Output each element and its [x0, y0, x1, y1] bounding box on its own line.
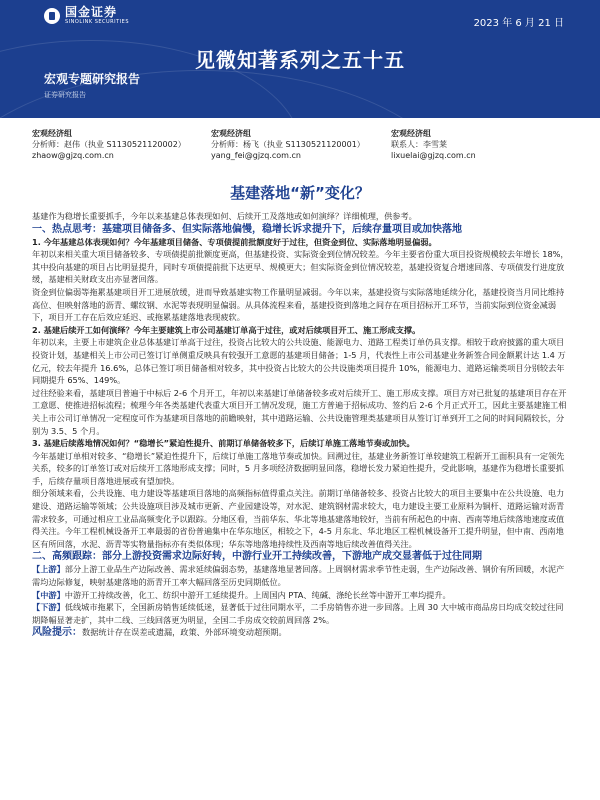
body-paragraph: 年初以来，主要上市建筑企业总体基建订单高于过往，投资占比较大的公共设施、能源电力、道路工程类订单仍具支撑。相较于政府披露的重大项目投资计划，基建相关上市公司已签订订单侧重反映具有较强开工意愿的基建项目储备；1-5 月，代表性上市公司基建业务新签合同金额累计达 1.4 万亿元，较去年提升 16.6%，总体已签订项目储备相对较多，其中投资占比较大的公共设施类项目提升 10%，能源电力、道路运输类项目分别较去年同期提升 65%、149%。: [32, 337, 566, 386]
body-paragraph: 过往经验来看，基建项目普遍于中标后 2-6 个月开工，年初以来基建订单储备较多或对后续开工、施工形成支撑。项目方对已批复的基建项目存在开工意愿、使推进招标流程；梳理今年各类基建代表重大项目开工情况发现，施工方普遍于招标成功、签约后 2-6 个月正式开工，因此主要基建施工相关上市公司订单情况一定程度可作为基建项目落地的前瞻映射，其中道路运输、公共设施管理类基建项目从签订订单到开工之间的时间间隔较长，分别为 3.5、5 个月。: [32, 387, 567, 436]
body-paragraph: 细分领域来看，公共设施、电力建设等基建项目落地的高频指标值得重点关注。前期订单储备较多、投资占比较大的项目主要集中在公共设施、电力建设、道路运输等领域；公共设施项目涉及城市更新、产业园建设等，对水泥、建筑钢材需求较大，电力建设主要工业原料为铜杆、道路运输对沥青需求较多，可通过相应工业品高频变化予以跟踪。分地区看，当前华东、华北等地基建落地较好，当前有所起色的中南、西南等地后续落地速度或值得关注。今年工程机械设备开工率最弱的省份普遍集中在华东地区，相较之下，4-5 月东北、华北地区工程机械设备开工提升明显，但中南、西南地区有所回落，水泥、沥青等实物量指标亦有类似体现；华东等地落地持续性及西南等地后续改善值得关注。: [32, 488, 565, 549]
series-title: 见微知著系列之五十五: [195, 48, 405, 72]
risk-label: 风险提示：: [32, 627, 82, 639]
logo-english-name: SINOLINK SECURITIES: [65, 19, 129, 25]
question-1-title: 1. 今年基建总体表现如何？今年基建项目储备、专项债提前批额度好于过往，但资金到位、实际落地明显偏弱。: [32, 236, 437, 247]
intro-paragraph: 基建作为稳增长重要抓手，今年以来基建总体表现如何、后续开工及落地或如何演绎？详细梳理，供参考。: [32, 211, 417, 221]
author-entry: [32, 128, 186, 161]
risk-paragraph: [32, 626, 570, 640]
question-3-title: 3. 基建后续落地情况如何？“稳增长”紧迫性提升、前期订单储备较多下，后续订单施工落地节奏或加快。: [32, 438, 415, 449]
midstream-paragraph: [32, 589, 570, 602]
body-paragraph: 资金到位偏弱等拖累基建项目开工进展放缓，进而导致基建实物工作量明显减弱。今年以来，基建投资与实际落地延续分化，基建投资当月同比维持高位、但映射落地的沥青、螺纹钢、水泥等表现明显偏弱。从具体流程来看，基建投资到落地之间存在项目招标开工环节，当前实际到位资金减弱下，项目开工存在后效应延迟、或拖累基建落地表现疲软。: [32, 286, 565, 323]
question-2-title: 2. 基建后续开工如何演绎？今年主要建筑上市公司基建订单高于过往，或对后续项目开工、施工形成支撑。: [32, 324, 421, 335]
upstream-tag: 【上游】: [32, 564, 65, 575]
upstream-text: 部分上游工业品生产边际改善、需求延续偏弱态势，基建落地显著回落。上周钢材需求季节性走弱，生产边际改善、钢价有所回暖，水泥产需均边际修复，映射基建落地的沥青开工率大幅回落至历史同期低位。: [32, 564, 565, 588]
risk-text: 数据统计存在误差或遗漏，政策、外部环境变动超预期。: [82, 627, 287, 638]
report-subtype: 证券研究报告: [44, 91, 86, 99]
report-type: 宏观专题研究报告: [44, 72, 141, 86]
downstream-paragraph: [32, 601, 570, 626]
report-title: 基建落地“新”变化？: [230, 184, 370, 202]
midstream-tag: 【中游】: [32, 589, 65, 600]
section-heading-2: 二、高频跟踪：部分上游投资需求边际好转，中游行业开工持续改善，下游地产成交显著低于过往同期: [32, 551, 482, 563]
author-group: 宏观经济组: [211, 129, 251, 138]
body-paragraph: 今年基建订单相对较多、“稳增长”紧迫性提升下，后续订单施工落地节奏或加快。回溯过往，基建业务新签订单较建筑工程新开工面积具有一定领先关系，较多的订单签订或对后续开工落地形成支撑；同时，5 月多项经济数据明显回落，稳增长发力紧迫性提升，受此影响，基建作为稳增长重要抓手，后续存量项目落地进展或有望加快。: [32, 450, 565, 486]
author-email: zhaow@gjzq.com.cn: [32, 151, 114, 160]
author-name: 分析师：赵伟（执业 S1130521120002）: [32, 140, 186, 149]
author-email: lixuelai@gjzq.com.cn: [391, 151, 476, 160]
report-date: 2023 年 6 月 21 日: [473, 18, 564, 29]
author-entry: [391, 128, 476, 161]
author-group: 宏观经济组: [32, 129, 72, 138]
report-body: [32, 210, 570, 640]
author-group: 宏观经济组: [391, 129, 431, 138]
body-paragraph: 年初以来相关重大项目储备较多、专项债提前批额度更高，但基建投资、实际资金到位情况较差。今年主要省份重大项目投资规模较去年增长 18%，其中投向基建的项目占比明显提升，同时专项债提前批下达更早、规模更大；但实际资金到位情况较差，基建投资复合增速回落、专项债发行进度放缓，基建相关财政支出亦显著回落。: [32, 249, 569, 285]
logo-name: 国金证券: [65, 5, 118, 19]
downstream-tag: 【下游】: [32, 602, 65, 613]
upstream-paragraph: [32, 563, 570, 588]
logo-icon: [44, 8, 60, 24]
author-entry: [211, 128, 365, 161]
section-heading-1: 一、热点思考：基建项目储备多、但实际落地偏慢，稳增长诉求提升下，后续存量项目或加快落地: [32, 223, 462, 235]
author-name: 联系人：李雪莱: [391, 140, 447, 149]
author-email: yang_fei@gjzq.com.cn: [211, 151, 301, 160]
author-block: [0, 128, 600, 172]
company-logo: [44, 6, 129, 25]
midstream-text: 中游开工持续改善，化工、纺织中游开工延续提升。上周国内 PTA、纯碱、涤纶长丝等中游开工率均提升。: [64, 589, 451, 600]
header-banner: [0, 0, 600, 118]
author-name: 分析师：杨飞（执业 S1130521120001）: [211, 140, 365, 149]
downstream-text: 低线城市拖累下，全国新房销售延续低迷，显著低于过往同期水平，二手房销售亦进一步回落。上周 30 大中城市商品房日均成交较过往同期降幅显著走扩，其中二线、三线回落更为明显，全国二手房成交较前周回落 2%。: [32, 602, 564, 625]
